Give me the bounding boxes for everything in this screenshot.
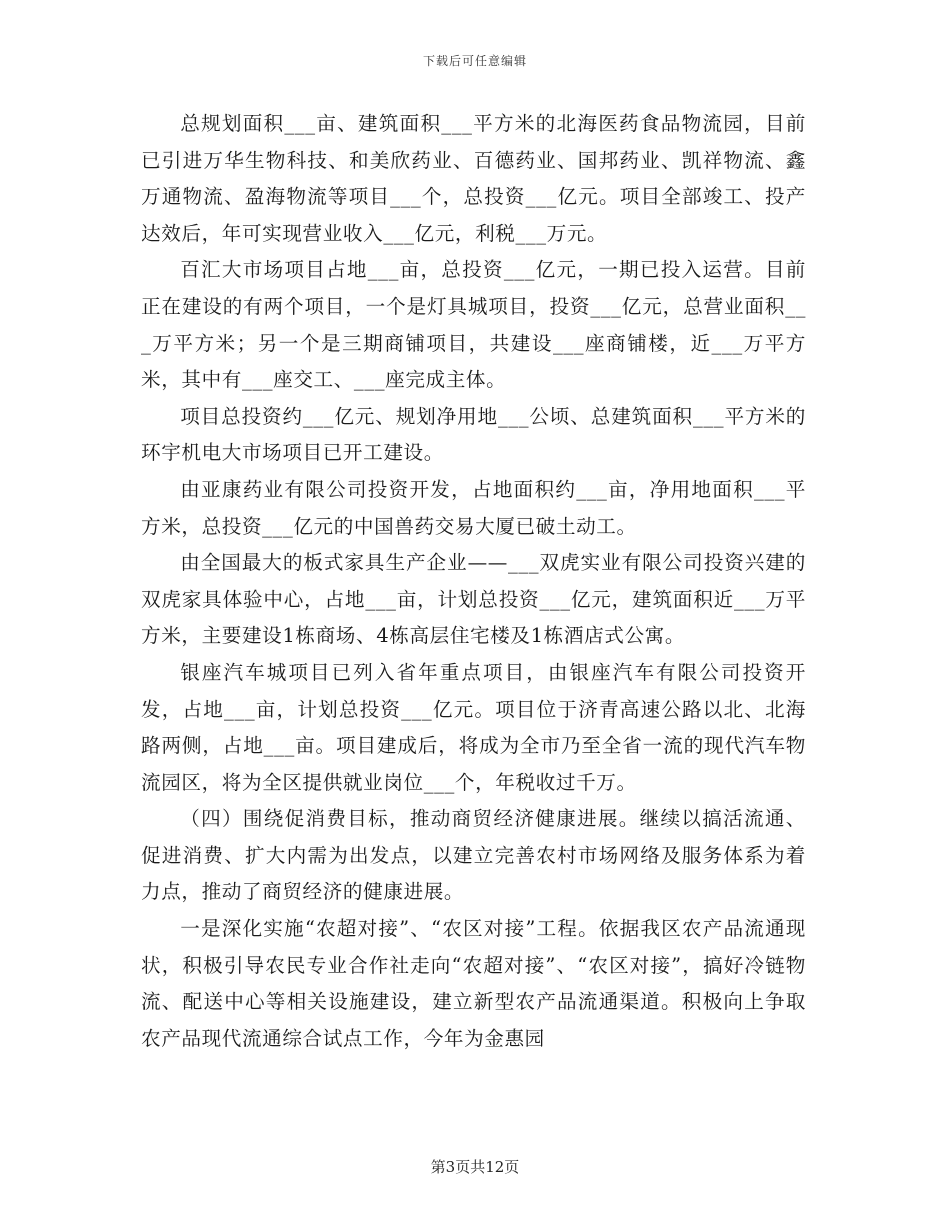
paragraph-logistics-park: 总规划面积___亩、建筑面积___平方米的北海医药食品物流园，目前已引进万华生物科技、和美欣药业、百德药业、国邦药业、凯祥物流、鑫万通物流、盈海物流等项目___个，总投资___亿元。项目全部竣工、投产达效后，年可实现营业收入___亿元，利税___万元。 <box>141 112 806 245</box>
paragraph-shuanghu-furniture: 由全国最大的板式家具生产企业——___双虎实业有限公司投资兴建的双虎家具体验中心，占地___亩，计划总投资___亿元，建筑面积近___万平方米，主要建设1栋商场、4栋高层住宅楼及1栋酒店式公寓。 <box>141 551 806 648</box>
paragraph-farm-supermarket: 一是深化实施“农超对接”、“农区对接”工程。依据我区农产品流通现状，积极引导农民专业合作社走向“农超对接”、“农区对接”，搞好冷链物流、配送中心等相关设施建设，建立新型农产品流通渠道。积极向上争取农产品现代流通综合试点工作，今年为金惠园 <box>141 917 806 1050</box>
paragraph-huanyu-market: 项目总投资约___亿元、规划净用地___公顷、总建筑面积___平方米的环宇机电大市场项目已开工建设。 <box>141 404 806 465</box>
paragraph-yinzuo-auto: 银座汽车城项目已列入省年重点项目，由银座汽车有限公司投资开发，占地___亩，计划总投资___亿元。项目位于济青高速公路以北、北海路两侧，占地___亩。项目建成后，将成为全市乃至全省一流的现代汽车物流园区，将为全区提供就业岗位___个，年税收过千万。 <box>141 660 806 794</box>
page-header: 下载后可任意编辑 <box>422 54 527 68</box>
paragraph-section-four: （四）围绕促消费目标，推动商贸经济健康进展。继续以搞活流通、促进消费、扩大内需为出发点，以建立完善农村市场网络及服务体系为着力点，推动了商贸经济的健康进展。 <box>141 807 806 904</box>
paragraph-baihui-market: 百汇大市场项目占地___亩，总投资___亿元，一期已投入运营。目前正在建设的有两个项目，一个是灯具城项目，投资___亿元，总营业面积___万平方米；另一个是三期商铺项目，共建设___座商铺楼，近___万平方米，其中有___座交工、___座完成主体。 <box>141 258 806 392</box>
page-footer: 第3页共12页 <box>430 1158 520 1176</box>
document-body <box>141 106 806 1057</box>
paragraph-veterinary-building: 由亚康药业有限公司投资开发，占地面积约___亩，净用地面积___平方米，总投资___亿元的中国兽药交易大厦已破土动工。 <box>141 477 806 538</box>
